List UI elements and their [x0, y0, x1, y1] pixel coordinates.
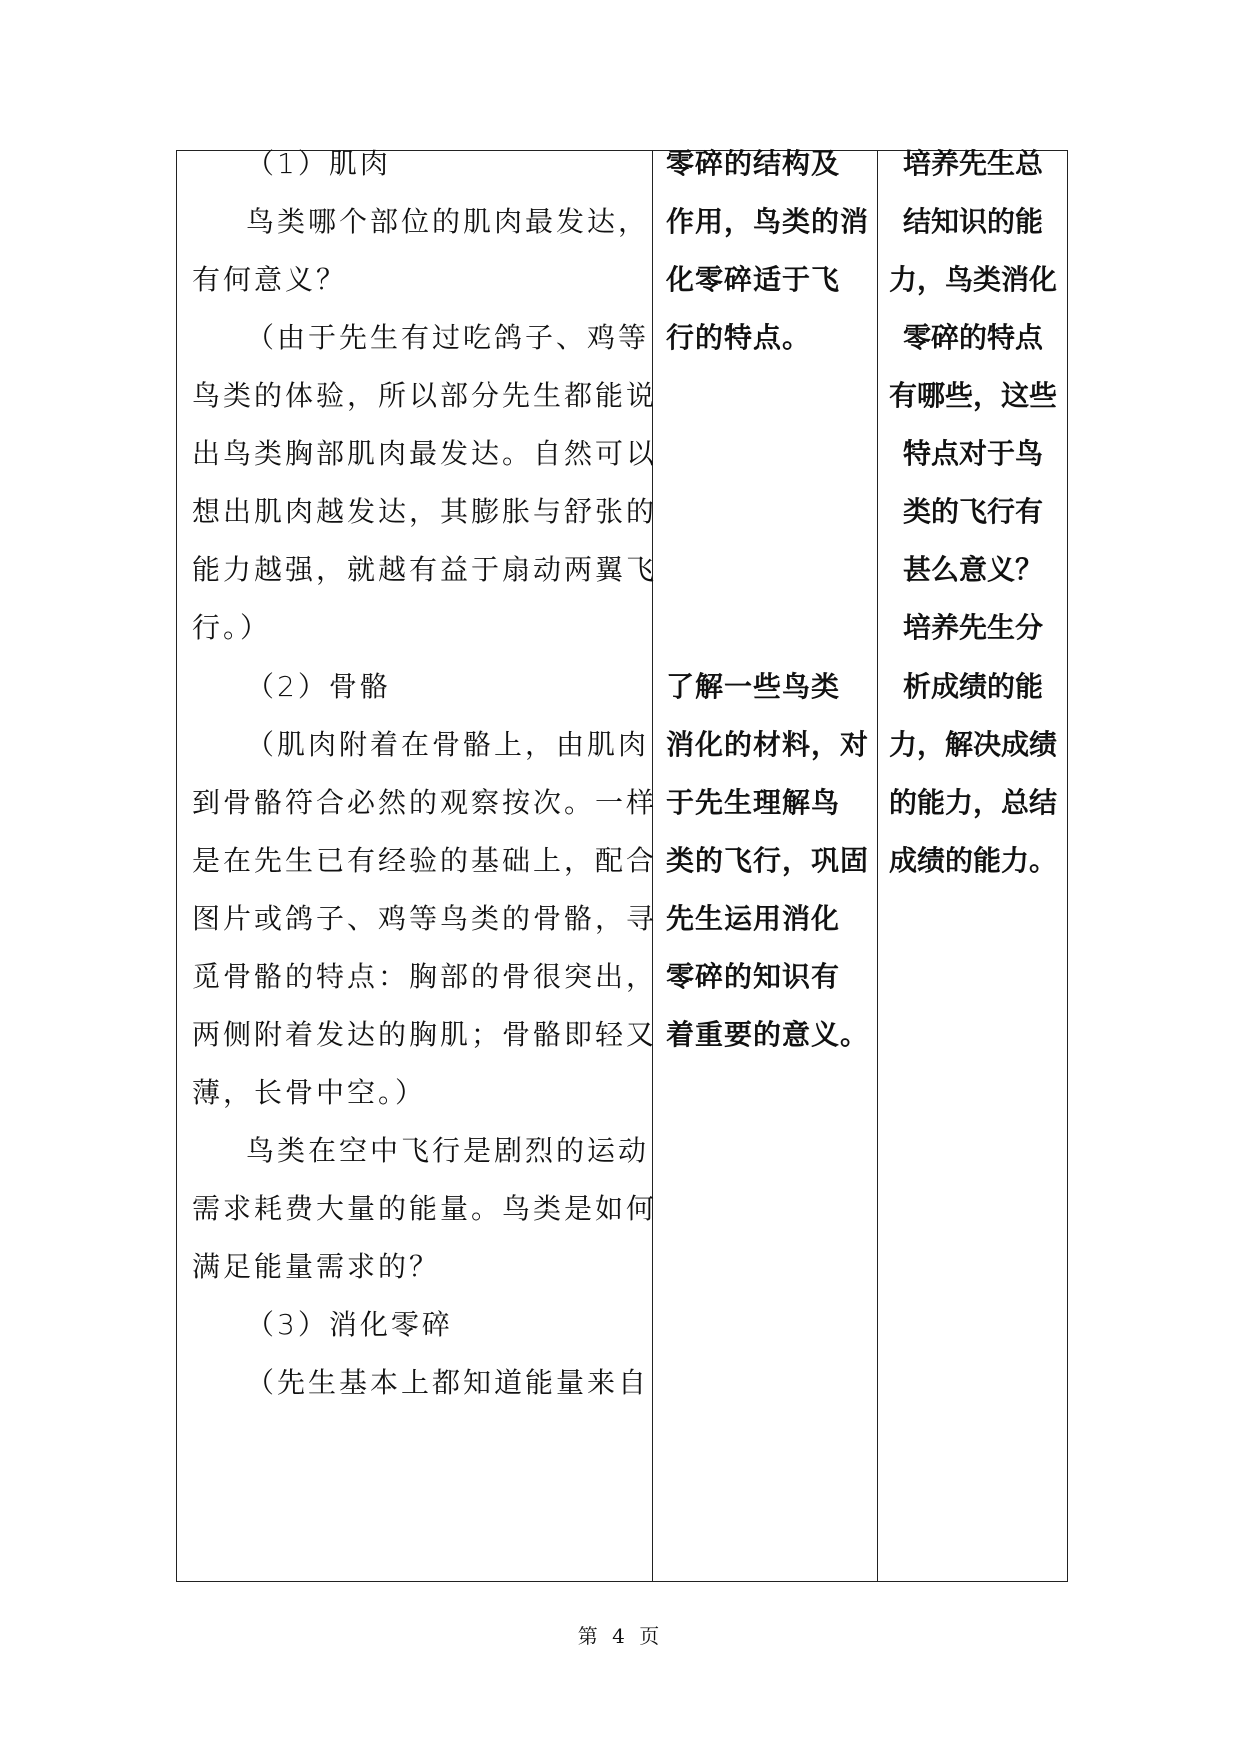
text-line: （2）骨骼 [246, 670, 391, 703]
text-line: 零碎的结构及 [666, 147, 841, 180]
text-line: 行的特点。 [666, 321, 812, 354]
text-line: 能力越强，就越有益于扇动两翼飞 [192, 553, 658, 586]
text-line: 零碎的知识有 [666, 960, 841, 993]
text-line: 鸟类哪个部位的肌肉最发达， [246, 205, 650, 238]
text-line: 类的飞行有 [902, 495, 1043, 528]
text-line: 成绩的能力。 [888, 844, 1057, 877]
text-line: 类的飞行，巩固 [666, 844, 870, 877]
text-line: 析成绩的能 [902, 670, 1043, 703]
text-line: 了解一些鸟类 [666, 670, 841, 703]
text-line: 满足能量需求的？ [192, 1250, 441, 1283]
text-line: 先生运用消化 [666, 902, 841, 935]
text-line: 鸟类在空中飞行是剧烈的运动 [246, 1134, 650, 1167]
text-line: 的能力，总结 [888, 786, 1057, 819]
text-line: 甚么意义？ [902, 553, 1043, 586]
text-line: 作用，鸟类的消 [666, 205, 870, 238]
text-line: （肌肉附着在骨骼上，由肌肉 [246, 728, 650, 761]
text-line: 特点对于鸟 [902, 437, 1043, 470]
text-line: （3）消化零碎 [246, 1308, 453, 1341]
text-line: 薄，长骨中空。） [192, 1076, 427, 1109]
page-number: 第 4 页 [577, 1624, 664, 1648]
text-line: 需求耗费大量的能量。鸟类是如何 [192, 1192, 658, 1225]
text-line: 有哪些，这些 [888, 379, 1057, 412]
text-line: 着重要的意义。 [666, 1018, 870, 1051]
text-line: 力，鸟类消化 [888, 263, 1057, 296]
text-line: （先生基本上都知道能量来自 [246, 1366, 650, 1399]
text-line: （由于先生有过吃鸽子、鸡等 [246, 321, 650, 354]
text-line: 零碎的特点 [902, 321, 1043, 354]
text-line: 有何意义？ [192, 263, 348, 296]
text-line: 图片或鸽子、鸡等鸟类的骨骼，寻 [192, 902, 658, 935]
text-line: 培养先生总 [902, 147, 1043, 180]
text-line: 化零碎适于飞 [666, 263, 841, 296]
text-line: 结知识的能 [902, 205, 1043, 238]
text-line: 出鸟类胸部肌肉最发达。自然可以 [192, 437, 658, 470]
text-line: 想出肌肉越发达，其膨胀与舒张的 [192, 495, 658, 528]
text-line: 培养先生分 [902, 611, 1043, 644]
text-line: 到骨骼符合必然的观察按次。一样 [192, 786, 658, 819]
text-line: 于先生理解鸟 [666, 786, 841, 819]
text-line: （1）肌肉 [246, 147, 391, 180]
text-line: 鸟类的体验，所以部分先生都能说 [192, 379, 658, 412]
text-line: 消化的材料，对 [666, 728, 870, 761]
text-line: 力，解决成绩 [888, 728, 1057, 761]
text-line: 觅骨骼的特点：胸部的骨很突出， [192, 960, 658, 993]
text-line: 两侧附着发达的胸肌；骨骼即轻又 [192, 1018, 658, 1051]
text-line: 是在先生已有经验的基础上，配合 [192, 844, 658, 877]
text-line: 行。） [192, 611, 272, 644]
